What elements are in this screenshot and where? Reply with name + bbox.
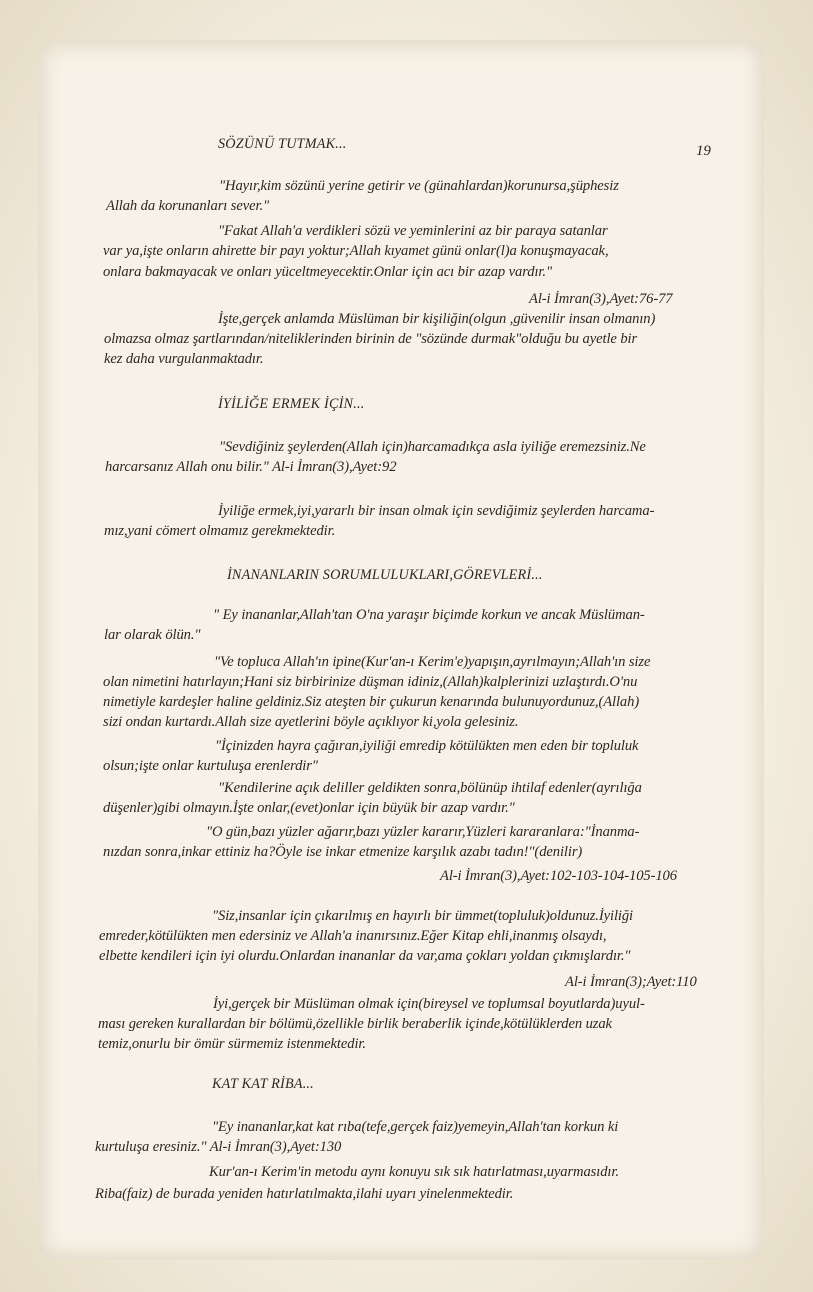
page-number: 19 [696, 143, 711, 159]
text-line: " Ey inananlar,Allah'tan O'na yaraşır biçimde korkun ve ancak Müslüman- [213, 607, 645, 623]
text-line: temiz,onurlu bir ömür sürmemiz istenmektedir. [98, 1036, 366, 1052]
text-line: Allah da korunanları sever." [106, 198, 270, 214]
text-line: "Sevdiğiniz şeylerden(Allah için)harcamadıkça asla iyiliğe eremezsiniz.Ne [219, 439, 646, 455]
text-line: "Siz,insanlar için çıkarılmış en hayırlı bir ümmet(topluluk)oldunuz.İyiliği [212, 908, 633, 924]
text-line: "Ve topluca Allah'ın ipine(Kur'an-ı Kerim'e)yapışın,ayrılmayın;Allah'ın size [214, 654, 651, 670]
text-line: elbette kendileri için iyi olurdu.Onlardan inananlar da var,ama çokları yoldan çıkmışlardır." [99, 948, 631, 964]
verse-reference: Al-i İmran(3),Ayet:102-103-104-105-106 [440, 868, 677, 884]
text-line: emreder,kötülükten men edersiniz ve Allah'a inanırsınız.Eğer Kitap ehli,inanmış olsaydı, [99, 928, 607, 944]
verse-reference: Al-i İmran(3),Ayet:76-77 [529, 291, 673, 307]
text-line: "Ey inananlar,kat kat rıba(tefe,gerçek faiz)yemeyin,Allah'tan korkun ki [212, 1119, 619, 1135]
text-line: mız,yani cömert olmamız gerekmektedir. [104, 523, 336, 539]
text-line: nızdan sonra,inkar ettiniz ha?Öyle ise inkar etmenize karşılık azabı tadın!"(denilir) [103, 844, 583, 860]
text-line: düşenler)gibi olmayın.İşte onlar,(evet)onlar için büyük bir azap vardır." [103, 800, 515, 816]
text-line: var ya,işte onların ahirette bir payı yoktur;Allah kıyamet günü onlar(l)a konuşmayacak, [103, 243, 609, 259]
text-line: "Hayır,kim sözünü yerine getirir ve (günahlardan)korunursa,şüphesiz [219, 178, 619, 194]
text-line: İyiliğe ermek,iyi,yararlı bir insan olmak için sevdiğimiz şeylerden harcama- [218, 503, 655, 519]
text-line: "O gün,bazı yüzler ağarır,bazı yüzler kararır,Yüzleri kararanlara:"İnanma- [206, 824, 640, 840]
text-line: Kur'an-ı Kerim'in metodu aynı konuyu sık sık hatırlatması,uyarmasıdır. [209, 1164, 619, 1180]
text-line: olsun;işte onlar kurtuluşa erenlerdir" [103, 758, 318, 774]
text-line: olan nimetini hatırlayın;Hani siz birbirinize düşman idiniz,(Allah)kalplerinizi uzlaştırdı.O'nu [103, 674, 638, 690]
section-heading-iyilige-ermek: İYİLİĞE ERMEK İÇİN... [218, 396, 365, 412]
section-heading-kat-kat-riba: KAT KAT RİBA... [212, 1076, 314, 1092]
section-heading-inananlarin-sorumluluklari: İNANANLARIN SORUMLULUKLARI,GÖREVLERİ... [227, 567, 543, 583]
text-line: sizi ondan kurtardı.Allah size ayetlerini böyle açıklıyor ki,yola gelesiniz. [103, 714, 519, 730]
text-line: nimetiyle kardeşler haline geldiniz.Siz ateşten bir çukurun kenarında bulunuyordunuz,(Allah) [103, 694, 640, 710]
verse-reference: Al-i İmran(3);Ayet:110 [565, 974, 697, 990]
text-line: İşte,gerçek anlamda Müslüman bir kişiliğin(olgun ,güvenilir insan olmanın) [218, 311, 656, 327]
text-line: kez daha vurgulanmaktadır. [104, 351, 264, 367]
text-line: ması gereken kurallardan bir bölümü,özellikle birlik beraberlik içinde,kötülüklerden uzak [98, 1016, 612, 1032]
text-line: kurtuluşa eresiniz." Al-i İmran(3),Ayet:130 [95, 1139, 342, 1155]
text-line: Riba(faiz) de burada yeniden hatırlatılmakta,ilahi uyarı yinelenmektedir. [95, 1186, 514, 1202]
section-heading-sozunu-tutmak: SÖZÜNÜ TUTMAK... [218, 136, 347, 152]
text-line: "İçinizden hayra çağıran,iyiliği emredip kötülükten men eden bir topluluk [215, 738, 639, 754]
text-line: olmazsa olmaz şartlarından/niteliklerinden birinin de "sözünde durmak"olduğu bu ayetle bir [104, 331, 638, 347]
text-line: "Kendilerine açık deliller geldikten sonra,bölünüp ihtilaf edenler(ayrılığa [218, 780, 642, 796]
text-line: "Fakat Allah'a verdikleri sözü ve yeminlerini az bir paraya satanlar [218, 223, 608, 239]
text-line: İyi,gerçek bir Müslüman olmak için(bireysel ve toplumsal boyutlarda)uyul- [213, 996, 645, 1012]
text-line: onlara bakmayacak ve onları yüceltmeyecektir.Onlar için acı bir azap vardır." [103, 264, 552, 280]
text-line: harcarsanız Allah onu bilir." Al-i İmran(3),Ayet:92 [105, 459, 397, 475]
text-line: lar olarak ölün." [104, 627, 201, 643]
